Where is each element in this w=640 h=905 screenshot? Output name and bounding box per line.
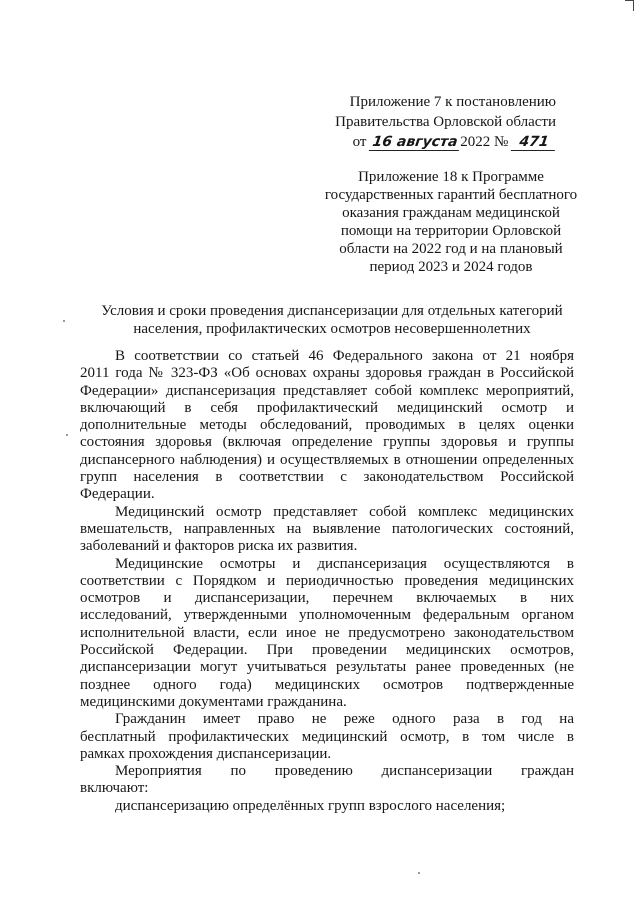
text-line: состояния здоровья (включая определение группы здоровья и группы <box>80 434 574 451</box>
text-line: Российской Федерации. При проведении медицинских осмотров, <box>80 642 574 659</box>
text-line: бесплатный профилактических медицинский осмотр, в том числе в <box>80 728 574 745</box>
annex-header <box>302 168 600 276</box>
text-line: соответствии с Порядком и периодичностью проведения медицинских <box>80 572 574 589</box>
text-line: исследований, утвержденными уполномоченным федеральным органом <box>80 607 574 624</box>
text-line: заболеваний и факторов риска их развития. <box>80 538 358 555</box>
scan-corner-mark <box>625 0 634 11</box>
paragraph-medical-exam <box>80 504 574 556</box>
text-line: включают: <box>80 780 149 797</box>
text-line: диспансерного наблюдения) и осуществляемых в отношении определенных <box>80 451 574 468</box>
scan-speck <box>63 320 65 322</box>
text-line: Гражданин имеет право не реже одного раза в год на <box>115 711 574 728</box>
approval-year-no: 2022 № <box>460 134 509 150</box>
text-line: Медицинский осмотр представляет собой комплекс медицинских <box>115 503 574 520</box>
text-line: исполнительной власти, если иное не предусмотрено законодательством <box>80 624 574 641</box>
text-line: вмешательств, направленных на выявление патологических состояний, <box>80 520 574 537</box>
text-line: включающий в себя профилактический медицинский осмотр и <box>80 399 574 416</box>
text-line: Медицинские осмотры и диспансеризация осуществляются в <box>115 555 574 572</box>
text-line: Федерации. <box>80 486 155 503</box>
paragraph-procedure <box>80 556 574 712</box>
text-line: дополнительные методы обследований, проводимых в целях оценки <box>80 417 574 434</box>
scan-speck <box>66 434 68 436</box>
approval-header <box>316 92 556 152</box>
text-line: Мероприятия по проведению диспансеризации граждан <box>115 763 574 780</box>
text-line: позднее одного года) медицинских осмотров подтвержденные <box>80 676 574 693</box>
text-line: Федерации» диспансеризация представляет собой комплекс мероприятий, <box>80 382 574 399</box>
title-line: населения, профилактических осмотров несовершеннолетних <box>133 321 531 337</box>
text-line: рамках прохождения диспансеризации. <box>80 745 332 762</box>
annex-line: области на 2022 год и на плановый <box>339 241 563 257</box>
scan-speck <box>418 872 420 874</box>
annex-line: Приложение 18 к Программе <box>358 169 544 185</box>
annex-line: помощи на территории Орловской <box>340 223 562 239</box>
paragraph-federal-law <box>80 348 574 504</box>
text-line: 2011 года № 323-ФЗ «Об основах охраны здоровья граждан в Российской <box>80 365 574 382</box>
paragraph-citizen-right <box>80 711 574 763</box>
approval-from-prefix: от <box>352 134 367 150</box>
document-title <box>70 302 594 338</box>
text-line: В соответствии со статьей 46 Федерального закона от 21 ноября <box>115 348 574 364</box>
annex-line: государственных гарантий бесплатного <box>324 187 578 203</box>
approval-date-line <box>316 132 556 152</box>
annex-line: оказания гражданам медицинской <box>342 205 560 221</box>
document-body <box>80 348 574 815</box>
paragraph-adult-dispensary <box>80 798 574 815</box>
text-line: диспансеризации могут учитываться результаты ранее проведенных (не <box>80 659 574 676</box>
approval-line-1: Приложение 7 к постановлению <box>349 94 556 110</box>
annex-line: период 2023 и 2024 годов <box>369 259 533 275</box>
text-line: групп населения в соответствии с законодательством Российской <box>80 469 574 486</box>
title-line: Условия и сроки проведения диспансеризации для отдельных категорий <box>101 303 563 319</box>
text-line: осмотров и диспансеризации, перечнем включаемых в них <box>80 590 574 607</box>
handwritten-date: 16 августа <box>369 134 461 151</box>
approval-line-2: Правительства Орловской области <box>335 114 556 130</box>
text-line: медицинскими документами гражданина. <box>80 693 347 710</box>
paragraph-measures <box>80 763 574 798</box>
handwritten-number: 471 <box>511 134 557 151</box>
text-line: диспансеризацию определённых групп взрослого населения; <box>115 797 506 814</box>
